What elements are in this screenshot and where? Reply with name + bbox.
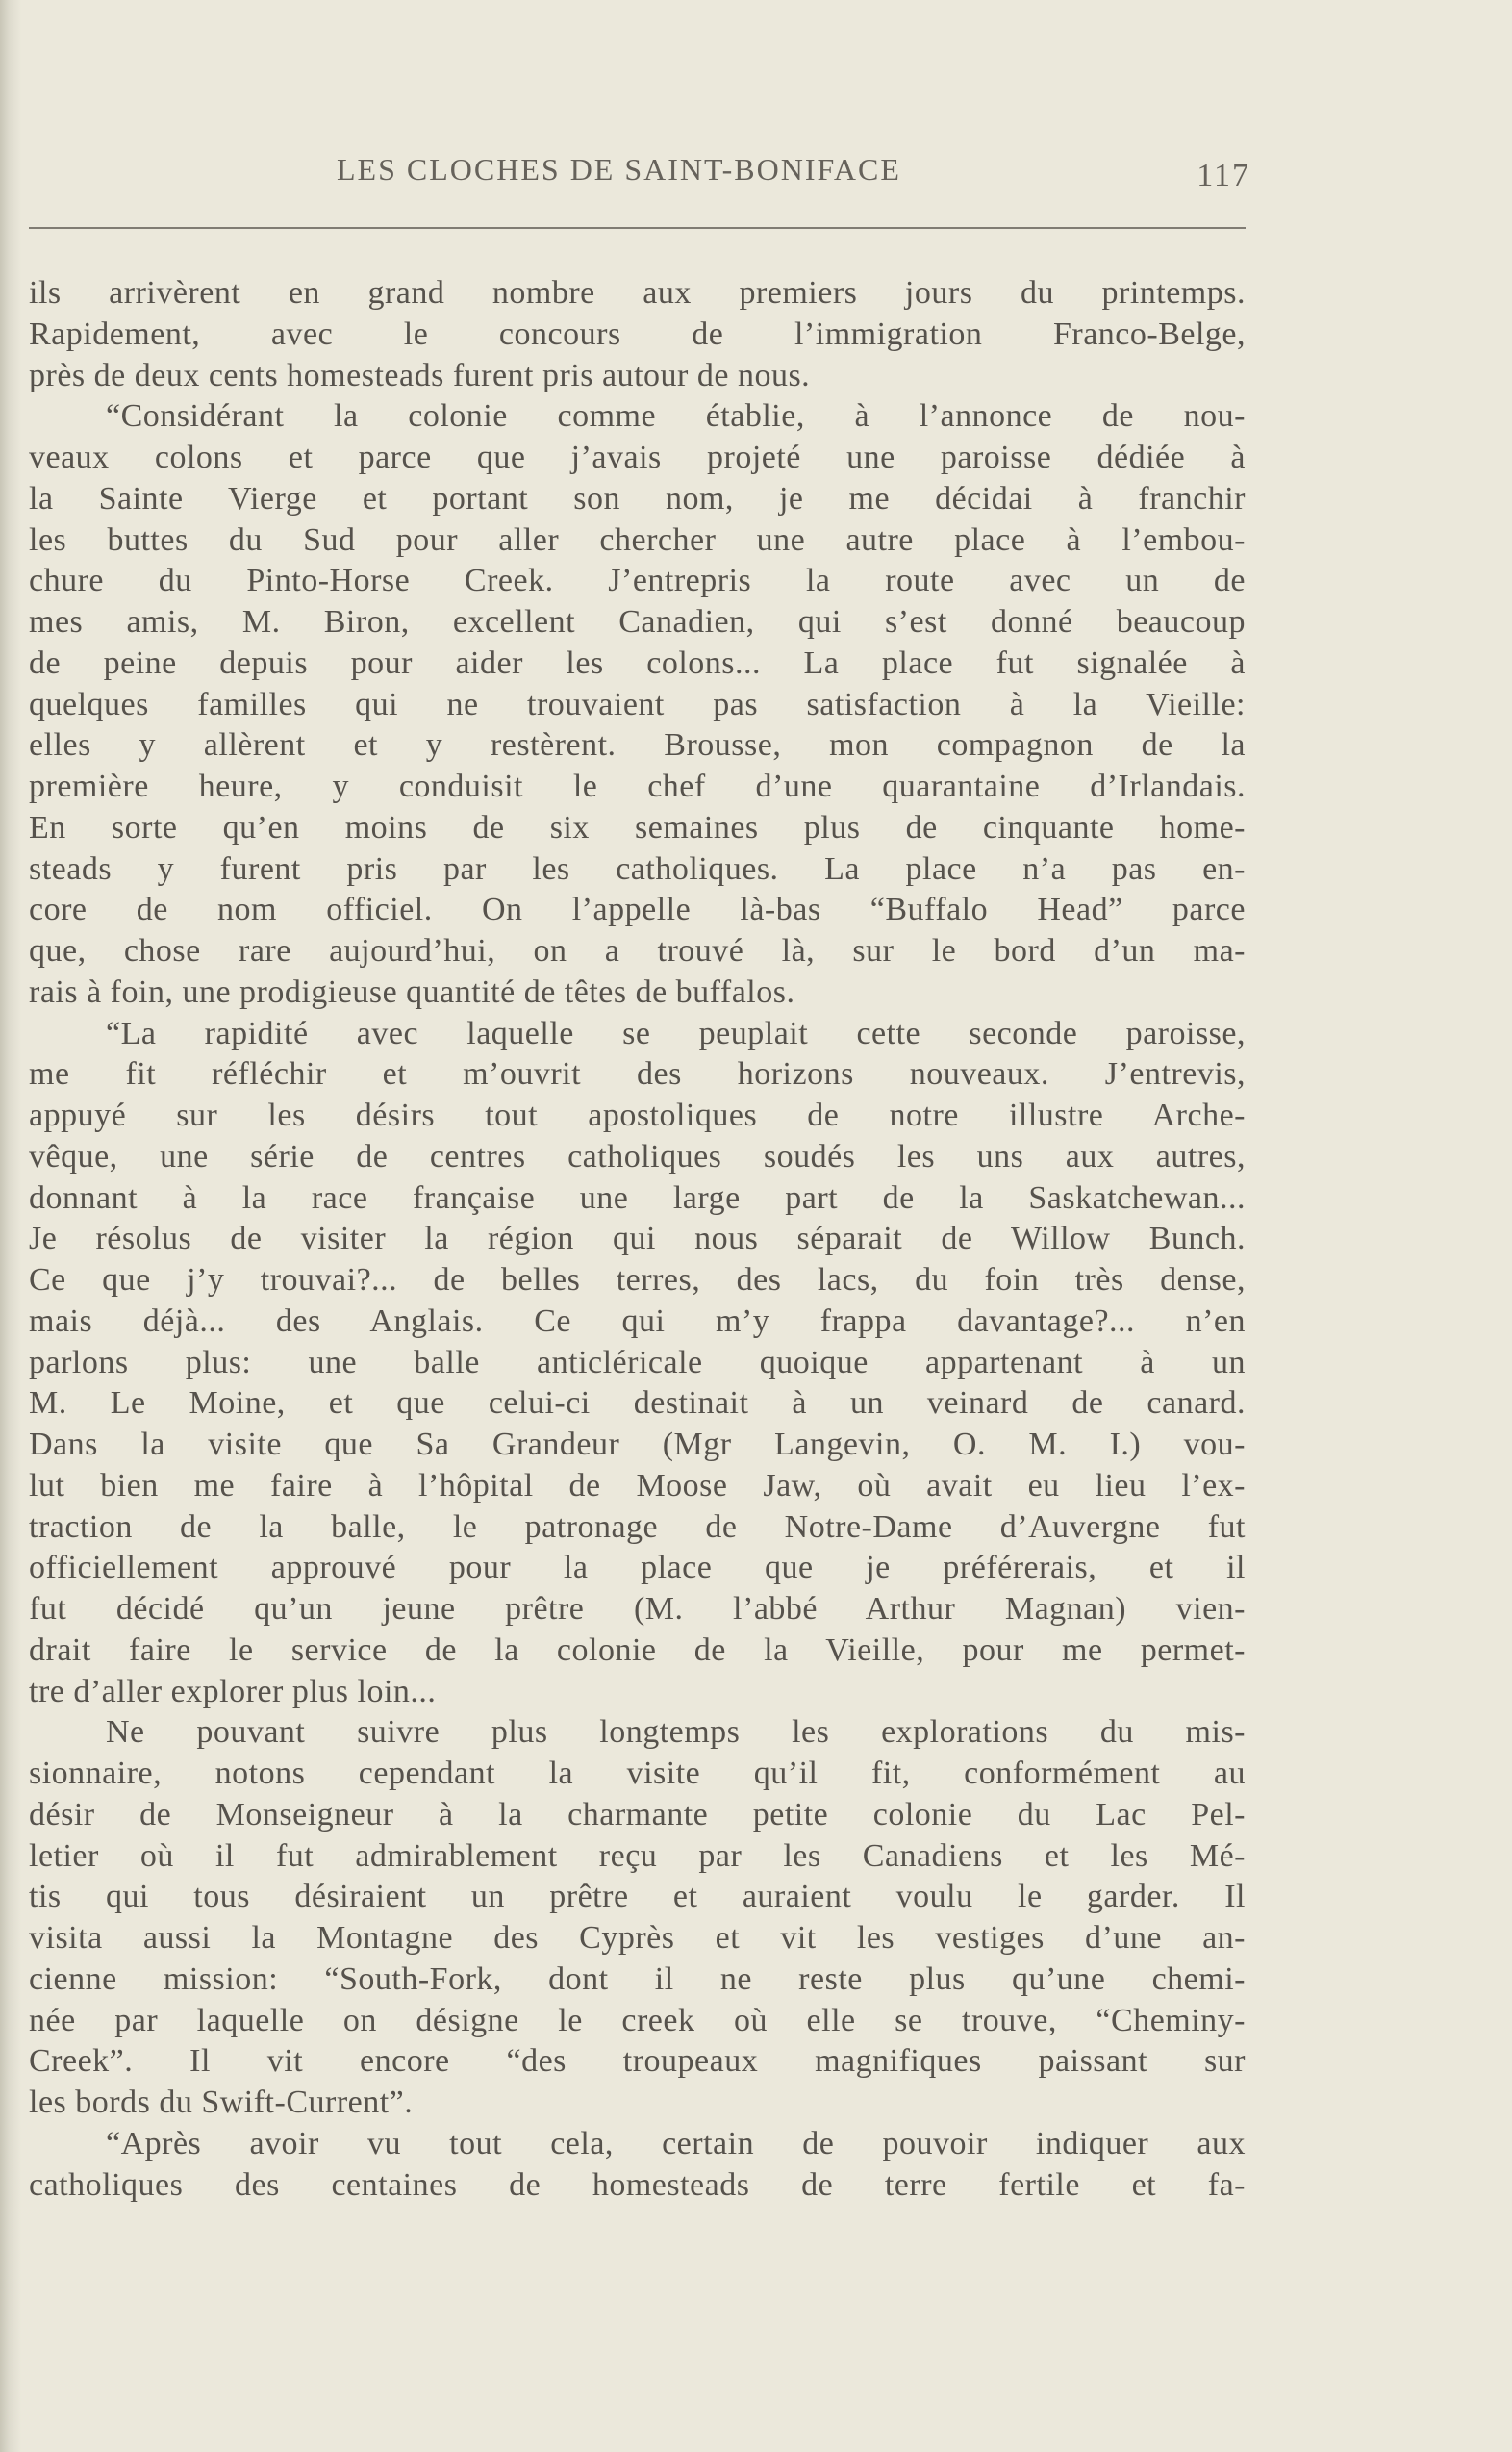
text-line: appuyé sur les désirs tout apostoliques de notre illustre Arche-	[29, 1098, 1246, 1133]
text-line: letier où il fut admirablement reçu par les Canadiens et les Mé-	[29, 1837, 1246, 1874]
text-line: “La rapidité avec laquelle se peuplait cette seconde paroisse,	[106, 1015, 1246, 1051]
text-line: rais à foin, une prodigieuse quantité de têtes de buffalos.	[29, 973, 795, 1010]
text-line: Je résolus de visiter la région qui nous séparait de Willow Bunch.	[29, 1221, 1246, 1257]
text-line: de peine depuis pour aider les colons... La place fut signalée à	[29, 645, 1246, 681]
text-line: “Après avoir vu tout cela, certain de pouvoir indiquer aux	[106, 2125, 1246, 2161]
text-line: Ne pouvant suivre plus longtemps les explorations du mis-	[106, 1714, 1246, 1751]
text-line: En sorte qu’en moins de six semaines plus de cinquante home-	[29, 809, 1246, 846]
text-line: traction de la balle, le patronage de Notre-Dame d’Auvergne fut	[29, 1508, 1246, 1545]
text-line: officiellement approuvé pour la place que je préférerais, et il	[29, 1550, 1246, 1586]
text-line: les buttes du Sud pour aller chercher une autre place à l’embou-	[29, 521, 1246, 558]
text-line: donnant à la race française une large part de la Saskatchewan...	[29, 1179, 1246, 1216]
text-line: me fit réfléchir et m’ouvrit des horizons nouveaux. J’entrevis,	[29, 1056, 1246, 1093]
text-line: veaux colons et parce que j’avais projeté une paroisse dédiée à	[29, 440, 1246, 475]
running-title: LES CLOCHES DE SAINT-BONIFACE	[337, 152, 901, 187]
text-line: première heure, y conduisit le chef d’une quarantaine d’Irlandais.	[29, 769, 1246, 804]
page-binding-edge	[0, 0, 21, 2452]
header-rule	[29, 227, 1246, 229]
text-line: sionnaire, notons cependant la visite qu’il fit, conformément au	[29, 1756, 1246, 1791]
page-header	[29, 146, 1250, 194]
body-text	[29, 273, 1246, 2206]
text-line: Rapidement, avec le concours de l’immigration Franco-Belge,	[29, 316, 1246, 352]
text-line: M. Le Moine, et que celui-ci destinait à un veinard de canard.	[29, 1385, 1246, 1422]
text-line: près de deux cents homesteads furent pris autour de nous.	[29, 357, 811, 393]
page-number: 117	[1197, 158, 1250, 193]
text-line: Ce que j’y trouvai?... de belles terres, des lacs, du foin très dense,	[29, 1262, 1246, 1298]
text-line: steads y furent pris par les catholiques. La place n’a pas en-	[29, 850, 1246, 887]
text-line: chure du Pinto-Horse Creek. J’entrepris la route avec un de	[29, 563, 1246, 599]
text-line: quelques familles qui ne trouvaient pas satisfaction à la Vieille:	[29, 686, 1246, 722]
text-line: “Considérant la colonie comme établie, à l’annonce de nou-	[106, 398, 1246, 435]
text-line: lut bien me faire à l’hôpital de Moose Jaw, où avait eu lieu l’ex-	[29, 1467, 1246, 1504]
text-line: désir de Monseigneur à la charmante petite colonie du Lac Pel-	[29, 1796, 1246, 1833]
text-line: que, chose rare aujourd’hui, on a trouvé là, sur le bord d’un ma-	[29, 933, 1246, 969]
text-line: ils arrivèrent en grand nombre aux premiers jours du printemps.	[29, 275, 1246, 311]
text-line: elles y allèrent et y restèrent. Brousse, mon compagnon de la	[29, 727, 1246, 764]
text-line: visita aussi la Montagne des Cyprès et vit les vestiges d’une an-	[29, 1920, 1246, 1956]
text-line: Creek”. Il vit encore “des troupeaux magnifiques paissant sur	[29, 2043, 1246, 2080]
text-line: drait faire le service de la colonie de la Vieille, pour me permet-	[29, 1631, 1246, 1668]
text-line: vêque, une série de centres catholiques soudés les uns aux autres,	[29, 1138, 1246, 1175]
text-line: Dans la visite que Sa Grandeur (Mgr Langevin, O. M. I.) vou-	[29, 1427, 1246, 1462]
text-line: tis qui tous désiraient un prêtre et auraient voulu le garder. Il	[29, 1879, 1246, 1915]
text-line: parlons plus: une balle anticléricale quoique appartenant à un	[29, 1344, 1246, 1380]
text-line: tre d’aller explorer plus loin...	[29, 1673, 437, 1709]
text-line: mais déjà... des Anglais. Ce qui m’y frappa davantage?... n’en	[29, 1302, 1246, 1339]
text-line: cienne mission: “South-Fork, dont il ne reste plus qu’une chemi-	[29, 1960, 1246, 1997]
text-line: mes amis, M. Biron, excellent Canadien, qui s’est donné beaucoup	[29, 604, 1246, 640]
text-line: fut décidé qu’un jeune prêtre (M. l’abbé Arthur Magnan) vien-	[29, 1591, 1246, 1627]
text-line: les bords du Swift-Current”.	[29, 2085, 414, 2120]
text-line: la Sainte Vierge et portant son nom, je me décidai à franchir	[29, 480, 1246, 517]
text-line: core de nom officiel. On l’appelle là-bas “Buffalo Head” parce	[29, 892, 1246, 928]
text-line: catholiques des centaines de homesteads de terre fertile et fa-	[29, 2166, 1246, 2203]
text-line: née par laquelle on désigne le creek où elle se trouve, “Cheminy-	[29, 2002, 1246, 2038]
